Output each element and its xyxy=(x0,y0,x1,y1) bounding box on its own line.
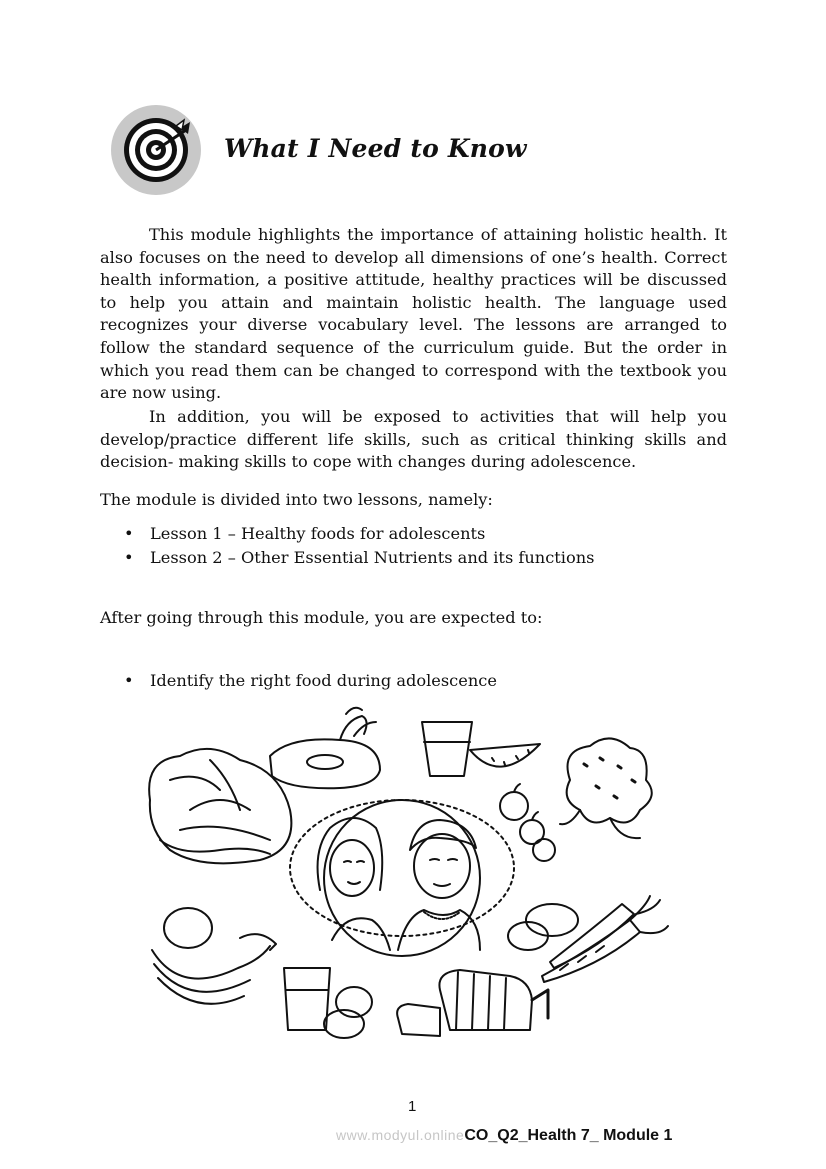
bread-icon xyxy=(397,970,548,1036)
module-code: CO_Q2_Health 7_ Module 1 xyxy=(464,1127,673,1144)
addition-paragraph xyxy=(100,406,727,474)
frame-oval-icon xyxy=(290,800,514,936)
objectives-intro: After going through this module, you are expected to: xyxy=(100,608,543,627)
watermark: www.modyul.online xyxy=(336,1127,465,1143)
list-item: • Identify the right food during adolescence xyxy=(124,671,497,690)
list-item: • Lesson 1 – Healthy foods for adolescents xyxy=(124,522,594,546)
list-item: • Lesson 2 – Other Essential Nutrients and its functions xyxy=(124,546,594,570)
section-title: What I Need to Know xyxy=(224,134,527,163)
carrot-icon xyxy=(542,896,668,982)
paragraph-1: This module highlights the importance of attaining holistic health. It also focuses on the need to develop all dimensions of one’s health. Correct health information, a positive attitude, healthy practices will be discussed to help you attain and maintain holistic health. The language used recognizes your diverse vocabulary level. The lessons are arranged to follow the standard sequence of the curriculum guide. But the order in which you read them can be changed to correspond with the textbook you are now using. xyxy=(100,225,727,403)
objectives-list xyxy=(124,671,497,690)
potato-icon xyxy=(508,904,578,950)
footer xyxy=(336,1127,672,1145)
intro-paragraph xyxy=(100,224,727,405)
lessons-intro: The module is divided into two lessons, namely: xyxy=(100,490,493,509)
boy-icon xyxy=(398,820,480,950)
milk-glass-icon xyxy=(422,722,472,776)
target-icon xyxy=(110,104,202,196)
water-glass-icon xyxy=(284,968,330,1030)
apple-icon xyxy=(500,784,555,861)
fish-meat-icon xyxy=(270,708,380,789)
healthy-food-illustration xyxy=(140,700,690,1060)
watermelon-icon xyxy=(470,744,540,767)
page-number: 1 xyxy=(408,1098,417,1115)
paragraph-2: In addition, you will be exposed to activities that will help you develop/practice different life skills, such as critical thinking skills and decision- making skills to cope with changes during adolescence. xyxy=(100,407,727,472)
broccoli-icon xyxy=(560,738,652,838)
banana-icon xyxy=(152,908,276,1004)
eggs-icon xyxy=(324,987,372,1038)
lessons-list xyxy=(124,522,594,570)
